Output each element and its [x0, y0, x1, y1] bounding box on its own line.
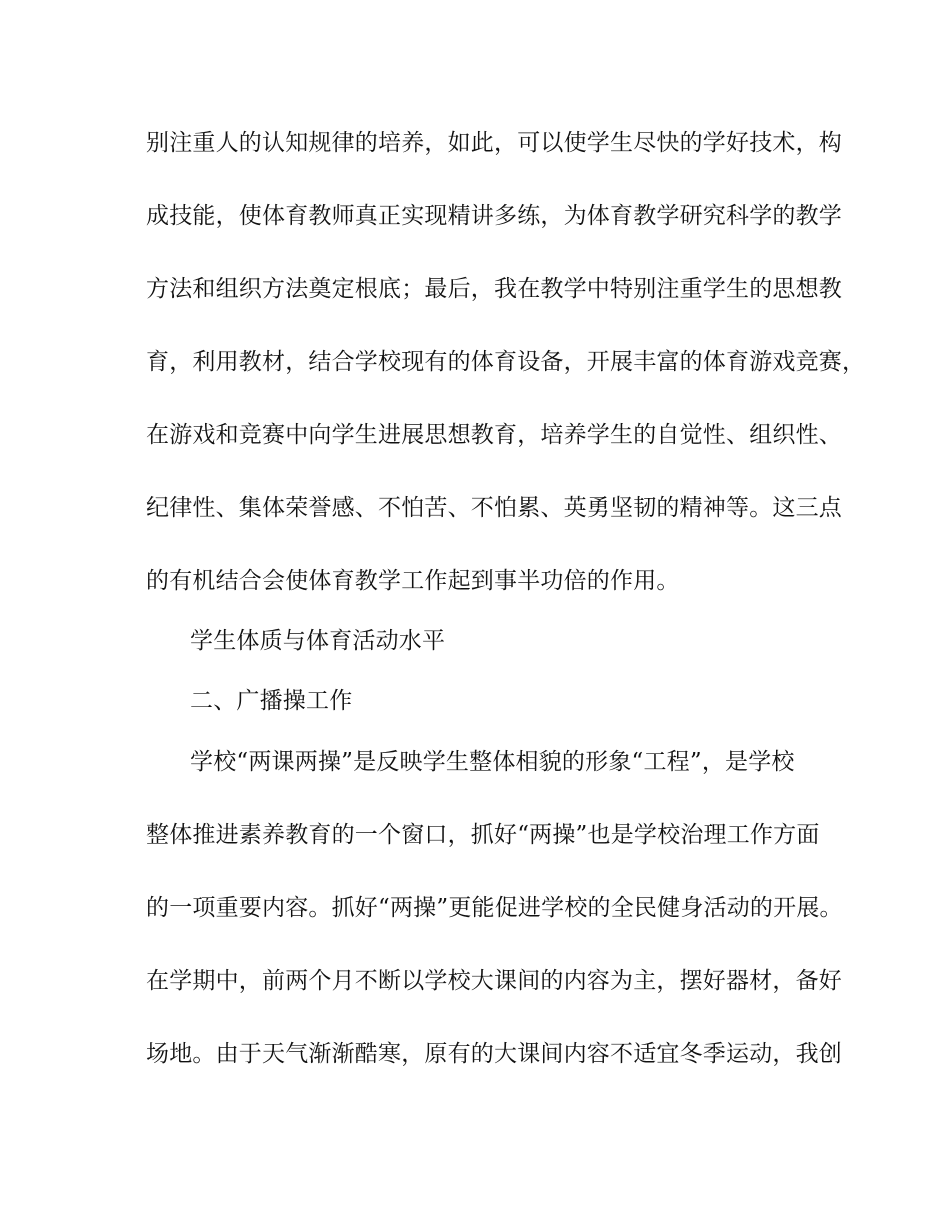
text-line: 方法和组织方法奠定根底；最后，我在教学中特别注重学生的思想教 [146, 276, 842, 302]
text-line: 整体推进素养教育的一个窗口，抓好“两操”也是学校治理工作方面 [146, 822, 820, 848]
text-line: 成技能，使体育教师真正实现精讲多练，为体育教学研究科学的教学 [146, 203, 842, 229]
text-line: 纪律性、集体荣誉感、不怕苦、不怕累、英勇坚韧的精神等。这三点 [146, 495, 842, 521]
text-line: 学校“两课两操”是反映学生整体相貌的形象“工程”，是学校 [190, 749, 795, 775]
text-line: 的有机结合会使体育教学工作起到事半功倍的作用。 [146, 568, 680, 594]
text-line: 育，利用教材，结合学校现有的体育设备，开展丰富的体育游戏竞赛， [146, 349, 866, 375]
text-line: 场地。由于天气渐渐酷寒，原有的大课间内容不适宜冬季运动，我创 [146, 1041, 842, 1067]
text-line: 在学期中，前两个月不断以学校大课间的内容为主，摆好器材，备好 [146, 968, 842, 994]
section-heading: 学生体质与体育活动水平 [190, 628, 446, 654]
text-line: 在游戏和竞赛中向学生进展思想教育，培养学生的自觉性、组织性、 [146, 422, 842, 448]
text-line: 别注重人的认知规律的培养，如此，可以使学生尽快的学好技术，构 [146, 130, 842, 156]
text-line: 的一项重要内容。抓好“两操”更能促进学校的全民健身活动的开展。 [146, 895, 843, 921]
section-heading: 二、广播操工作 [190, 688, 353, 714]
